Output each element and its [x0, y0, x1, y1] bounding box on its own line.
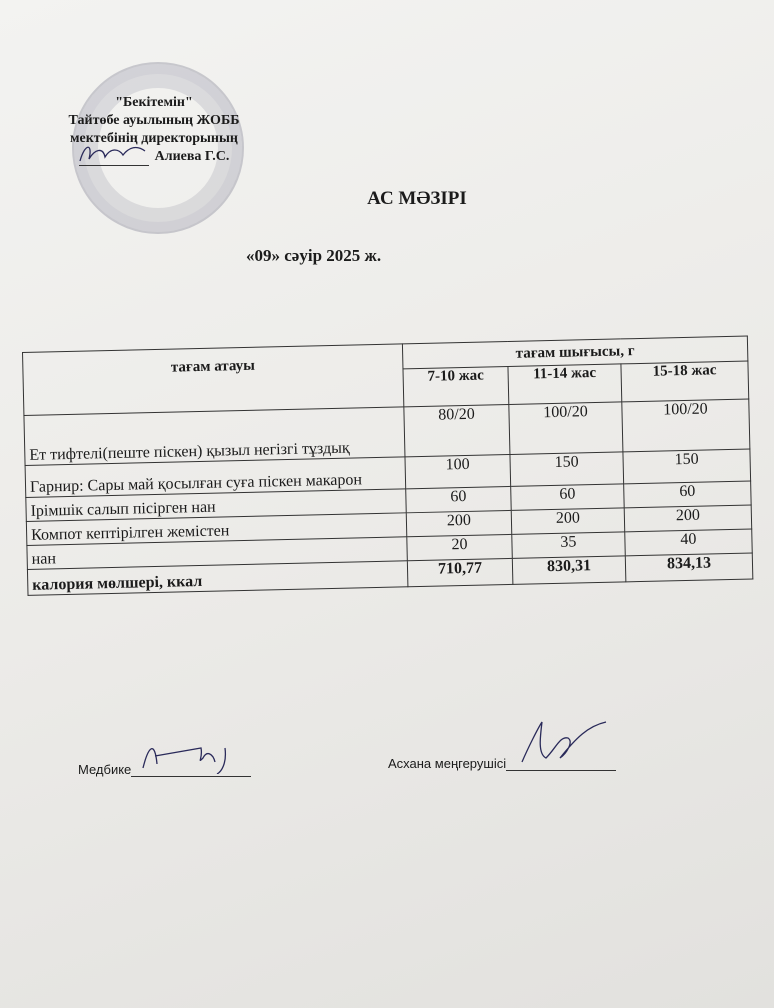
- approval-position: мектебінің директорының: [69, 131, 238, 146]
- portion: 35: [512, 532, 626, 559]
- portion: 150: [623, 449, 751, 484]
- page-title: АС МӘЗІРІ: [367, 188, 467, 209]
- age-group: 15-18 жас: [621, 361, 749, 402]
- dish-name: Ет тифтелі(пеште піскен) қызыл негізгі тұздық: [24, 407, 405, 466]
- kitchen-head-signature: [506, 756, 616, 771]
- portion: 60: [511, 484, 625, 511]
- portion: 150: [510, 452, 624, 487]
- nurse-label: Медбике: [78, 762, 132, 777]
- portion: 20: [407, 534, 513, 560]
- portion: 60: [406, 486, 512, 512]
- portion: 100/20: [622, 399, 750, 452]
- menu-date: «09» сәуір 2025 ж.: [246, 246, 382, 265]
- portion: 200: [406, 510, 512, 536]
- approval-block: [40, 94, 268, 166]
- menu-table: [22, 336, 753, 596]
- dish-name: Компот кептірілген жемістен: [26, 513, 406, 546]
- dish-name: нан: [27, 537, 407, 570]
- header-output: тағам шығысы, г: [402, 336, 747, 369]
- calories-value: 834,13: [625, 553, 753, 582]
- age-group: 7-10 жас: [403, 366, 509, 406]
- portion: 80/20: [404, 404, 510, 456]
- dish-name: Ірімшік салып пісірген нан: [26, 489, 406, 522]
- portion: 40: [625, 529, 753, 556]
- nurse-signature-block: [78, 762, 251, 777]
- dish-name: Гарнир: Сары май қосылған суға піскен макарон: [25, 457, 406, 498]
- portion: 100/20: [509, 402, 623, 455]
- age-group: 11-14 жас: [508, 364, 622, 405]
- calories-value: 710,77: [407, 558, 513, 586]
- approval-school: Тайтөбе ауылының ЖОББ: [68, 113, 240, 128]
- portion: 200: [511, 508, 625, 535]
- nurse-signature: [131, 762, 251, 777]
- approval-line: "Бекітемін": [115, 95, 193, 110]
- director-signature: [79, 151, 149, 166]
- portion: 100: [405, 454, 511, 488]
- header-name: тағам атауы: [23, 344, 404, 416]
- kitchen-signature-block: [388, 756, 616, 771]
- calories-label: калория мөлшері, ккал: [27, 561, 407, 596]
- kitchen-head-label: Асхана меңгерушісі: [388, 756, 507, 771]
- calories-value: 830,31: [512, 556, 626, 585]
- portion: 60: [624, 481, 752, 508]
- portion: 200: [624, 505, 752, 532]
- director-name: Алиева Г.С.: [154, 149, 230, 164]
